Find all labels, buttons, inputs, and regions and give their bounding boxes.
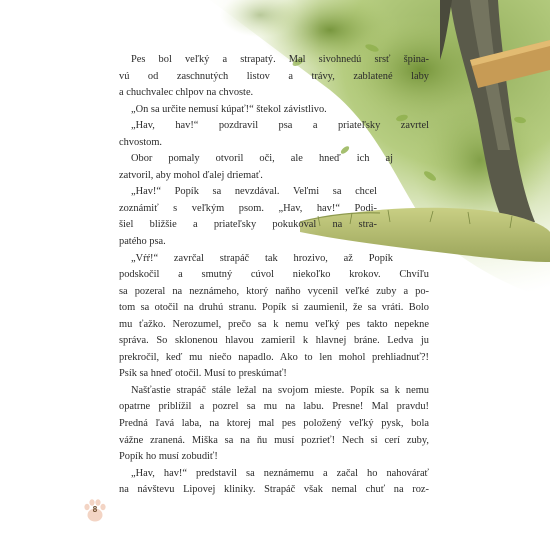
text-line: Predná ľavá laba, na ktorej mal pes položený veľký pysk, bola	[119, 418, 429, 430]
text-line: podskočil a smutný cúvol niekoľko krokov. Chvíľu	[119, 269, 429, 281]
text-line: prekročil, keď mu niečo napadlo. Ako to len mohol prehliadnuť?!	[119, 351, 429, 363]
text-line: patého psa.	[119, 236, 166, 248]
text-line: Pes bol veľký a strapatý. Mal sivohnedú srsť špina-	[131, 54, 429, 65]
text-line: Obor pomaly otvoril oči, ale hneď ich aj	[131, 153, 393, 165]
page-number-badge	[80, 496, 110, 526]
text-line: Našťastie strapáč stále ležal na svojom mieste. Popík sa k nemu	[131, 384, 429, 396]
text-line: „Hav, hav!“ predstavil sa neznámemu a začal ho nahovárať	[131, 467, 429, 479]
text-line: a chuchvalec chlpov na chvoste.	[119, 87, 254, 99]
text-line: zatvoril, aby mohol ďalej driemať.	[119, 169, 263, 181]
text-line: Popík ho musí zobudiť!	[119, 451, 218, 463]
text-line: tom sa otočil na druhú stranu. Popík si zaumienil, že sa vráti. Bolo	[119, 302, 429, 314]
text-line: chvostom.	[119, 136, 163, 148]
text-line: správa. So sklonenou hlavou zamieril k hlavnej bráne. Ledva ju	[119, 335, 429, 347]
text-line: zoznámiť s veľkým psom. „Hav, hav!“ Podi-	[119, 202, 377, 214]
text-line: mu ťažko. Nerozumel, prečo sa k nemu veľký pes takto nepekne	[119, 318, 429, 330]
text-line: vú od zaschnutých listov a trávy, zablatené laby	[119, 70, 429, 82]
text-line: „Hav, hav!“ pozdravil psa a priateľsky zavrtel	[131, 120, 429, 132]
text-line: „Vŕŕ!“ zavrčal strapáč tak hrozivo, až Popík	[131, 252, 393, 264]
text-line: šiel bližšie a priateľsky pokukoval na stra-	[119, 219, 377, 231]
text-line: „Hav!“ Popík sa nevzdával. Veľmi sa chcel	[131, 186, 377, 198]
page-number: 8	[92, 505, 98, 514]
text-line: na návštevu Lipovej kliniky. Strapáč však nemal chuť na roz-	[119, 484, 429, 496]
story-text	[119, 52, 429, 499]
text-line: Psík sa hneď otočil. Musí to preskúmať!	[119, 368, 287, 380]
text-line: vážne zranená. Miška sa na ňu musí pozrieť! Nech si cerí zuby,	[119, 434, 429, 446]
text-line: opatrne priblížil a pozrel sa mu na labu. Presne! Mal pravdu!	[119, 401, 429, 413]
text-line: „On sa určite nemusí kúpať!“ štekol závistlivo.	[131, 103, 327, 115]
text-line: sa pozeral na neznámeho, ktorý naňho vycenil veľké zuby a po-	[119, 285, 429, 297]
